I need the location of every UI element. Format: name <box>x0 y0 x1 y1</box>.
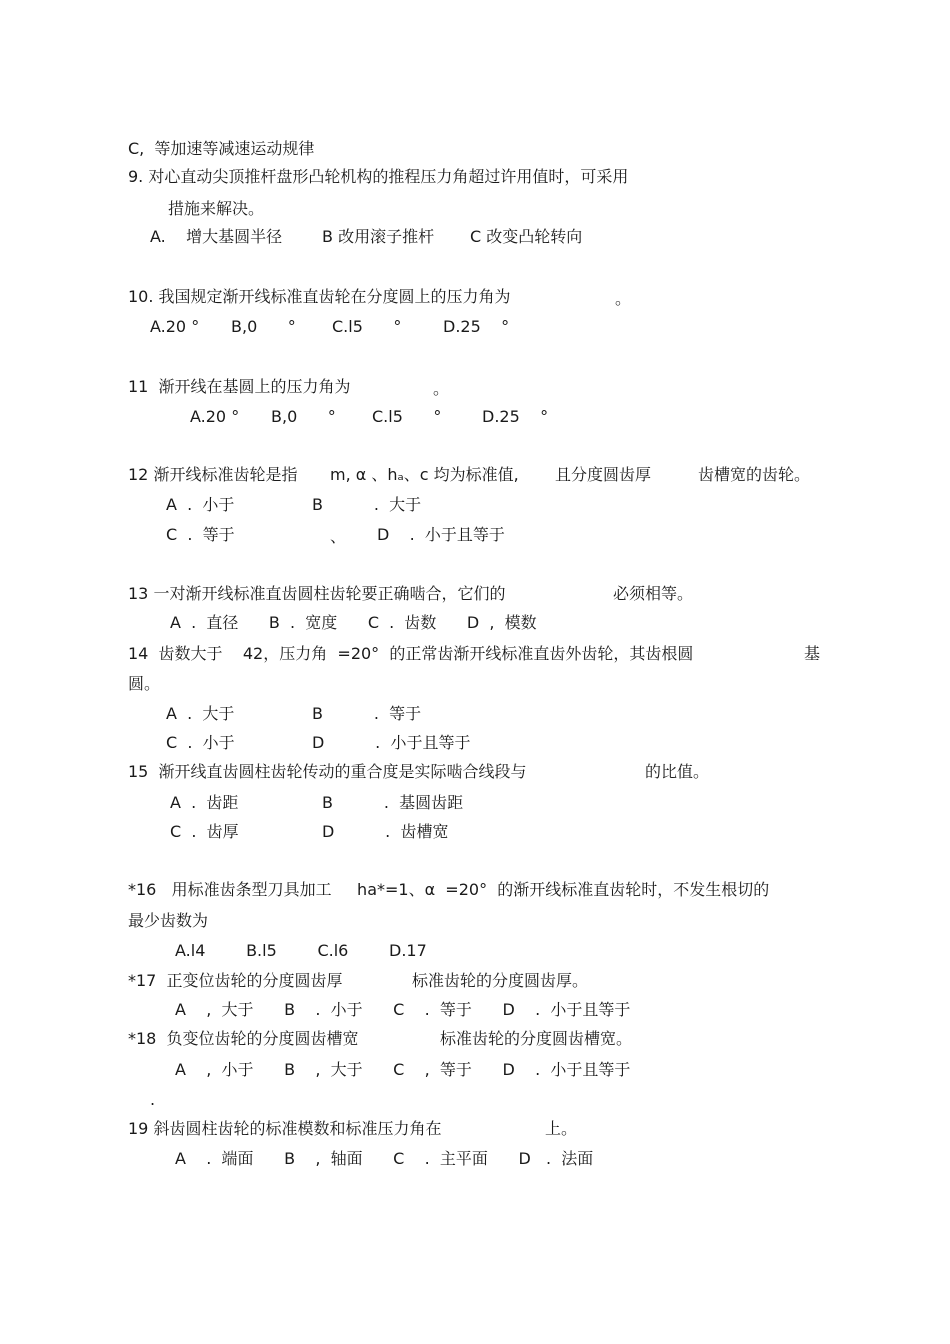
q14-option-d: D . 小于且等于 <box>312 733 471 752</box>
q17-options: A , 大于 B . 小于 C . 等于 D . 小于且等于 <box>175 1000 631 1019</box>
q12-option-a: A . 小于 <box>166 495 235 514</box>
q15-option-b: B . 基圆齿距 <box>322 793 464 812</box>
question-11: 11 渐开线在基圆上的压力角为 <box>128 377 351 396</box>
q12-separator: 、 <box>330 527 347 546</box>
q12-option-d: D . 小于且等于 <box>377 525 505 544</box>
q11-option-b: B,0 ° <box>271 407 336 426</box>
q9-option-b: B 改用滚子推杆 <box>322 227 435 246</box>
q10-option-d: D.25 ° <box>443 317 510 336</box>
q15-option-a: A . 齿距 <box>170 793 239 812</box>
q13-options: A . 直径 B . 宽度 C . 齿数 D , 模数 <box>170 613 537 632</box>
question-19-end: 上。 <box>545 1119 578 1138</box>
stray-dot: . <box>150 1090 156 1109</box>
option-c-prev: C, 等加速等减速运动规律 <box>128 139 315 158</box>
question-14: 14 齿数大于 42，压力角 =20° 的正常齿渐开线标准直齿外齿轮，其齿根圆 <box>128 644 694 663</box>
question-15-end: 的比值。 <box>645 762 710 781</box>
question-10: 10. 我国规定渐开线标准直齿轮在分度圆上的压力角为 <box>128 287 511 306</box>
q16-options: A.l4 B.l5 C.l6 D.17 <box>175 941 427 960</box>
question-9: 9. 对心直动尖顶推杆盘形凸轮机构的推程压力角超过许用值时，可采用 <box>128 167 629 186</box>
q19-options: A . 端面 B , 轴面 C . 主平面 D . 法面 <box>175 1149 594 1168</box>
q11-option-d: D.25 ° <box>482 407 549 426</box>
q10-option-c: C.l5 ° <box>332 317 402 336</box>
q14-option-c: C . 小于 <box>166 733 235 752</box>
question-16: *16 用标准齿条型刀具加工 ha*=1、α =20° 的渐开线标准直齿轮时，不发生根切的 <box>128 880 770 899</box>
question-12-symbols: m, α 、hₐ、c 均为标准值, <box>330 465 519 484</box>
question-18-end: 标准齿轮的分度圆齿槽宽。 <box>440 1029 633 1048</box>
q15-option-c: C . 齿厚 <box>170 822 239 841</box>
q10-option-b: B,0 ° <box>231 317 296 336</box>
q12-option-c: C . 等于 <box>166 525 235 544</box>
q18-options: A , 小于 B , 大于 C , 等于 D . 小于且等于 <box>175 1060 631 1079</box>
q12-option-b: B . 大于 <box>312 495 422 514</box>
q9-option-c: C 改变凸轮转向 <box>470 227 583 246</box>
q11-option-c: C.l5 ° <box>372 407 442 426</box>
question-12-end: 齿槽宽的齿轮。 <box>698 465 811 484</box>
question-19: 19 斜齿圆柱齿轮的标准模数和标准压力角在 <box>128 1119 442 1138</box>
question-11-end: 。 <box>433 379 450 398</box>
question-12-mid: 且分度圆齿厚 <box>555 465 652 484</box>
question-12: 12 渐开线标准齿轮是指 <box>128 465 298 484</box>
question-14-right: 基 <box>804 644 821 663</box>
question-15: 15 渐开线直齿圆柱齿轮传动的重合度是实际啮合线段与 <box>128 762 527 781</box>
q14-option-b: B . 等于 <box>312 704 422 723</box>
q14-option-a: A . 大于 <box>166 704 235 723</box>
question-13: 13 一对渐开线标准直齿圆柱齿轮要正确啮合，它们的 <box>128 584 506 603</box>
question-13-end: 必须相等。 <box>613 584 694 603</box>
question-18: *18 负变位齿轮的分度圆齿槽宽 <box>128 1029 359 1048</box>
question-17-end: 标准齿轮的分度圆齿厚。 <box>412 971 589 990</box>
question-16-cont: 最少齿数为 <box>128 911 209 930</box>
q15-option-d: D . 齿槽宽 <box>322 822 449 841</box>
question-14-cont: 圆。 <box>128 674 161 693</box>
question-9-cont: 措施来解决。 <box>168 199 265 218</box>
question-17: *17 正变位齿轮的分度圆齿厚 <box>128 971 343 990</box>
q9-option-a: A. 增大基圆半径 <box>150 227 283 246</box>
q10-option-a: A.20 ° <box>150 317 200 336</box>
question-10-end: 。 <box>615 289 632 308</box>
q11-option-a: A.20 ° <box>190 407 240 426</box>
